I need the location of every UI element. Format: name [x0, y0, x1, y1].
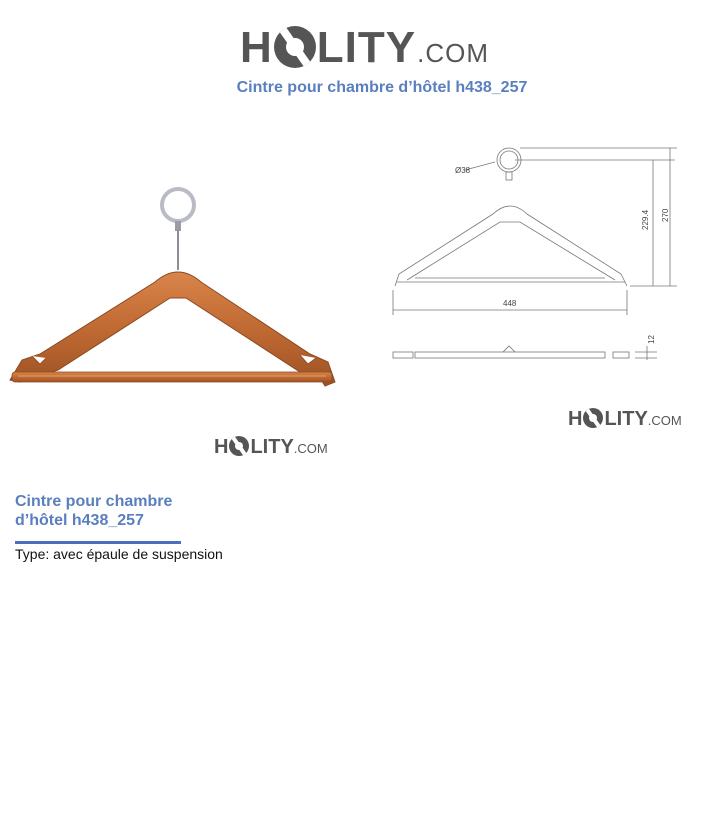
- logo-o-icon: [229, 436, 249, 456]
- inner-height-label: 229.4: [641, 209, 650, 230]
- product-type: [15, 546, 223, 562]
- width-label: 448: [503, 299, 517, 308]
- logo-o-icon: [274, 26, 316, 68]
- logo-domain: .COM: [417, 38, 489, 68]
- technical-drawing: [385, 140, 685, 370]
- title-underline: [15, 541, 181, 544]
- hanger-photo: [0, 150, 350, 400]
- type-value: avec épaule de suspension: [53, 546, 223, 562]
- holity-logo-drawing: H LITY .COM: [568, 408, 682, 430]
- thickness-label: 12: [647, 335, 656, 344]
- holity-logo[interactable]: [240, 20, 489, 70]
- type-label: Type:: [15, 546, 50, 562]
- logo-o-icon: [583, 408, 603, 428]
- logo-letters: LITY: [316, 23, 417, 72]
- ring-diameter-label: Ø38: [455, 166, 471, 175]
- page-title: Cintre pour chambre d’hôtel h438_257: [236, 79, 528, 96]
- total-height-label: 270: [661, 208, 670, 222]
- holity-logo-photo: H LITY .COM: [214, 436, 328, 458]
- logo-letter-h: H: [240, 23, 273, 72]
- product-title: Cintre pour chambre d’hôtel h438_257: [15, 493, 173, 529]
